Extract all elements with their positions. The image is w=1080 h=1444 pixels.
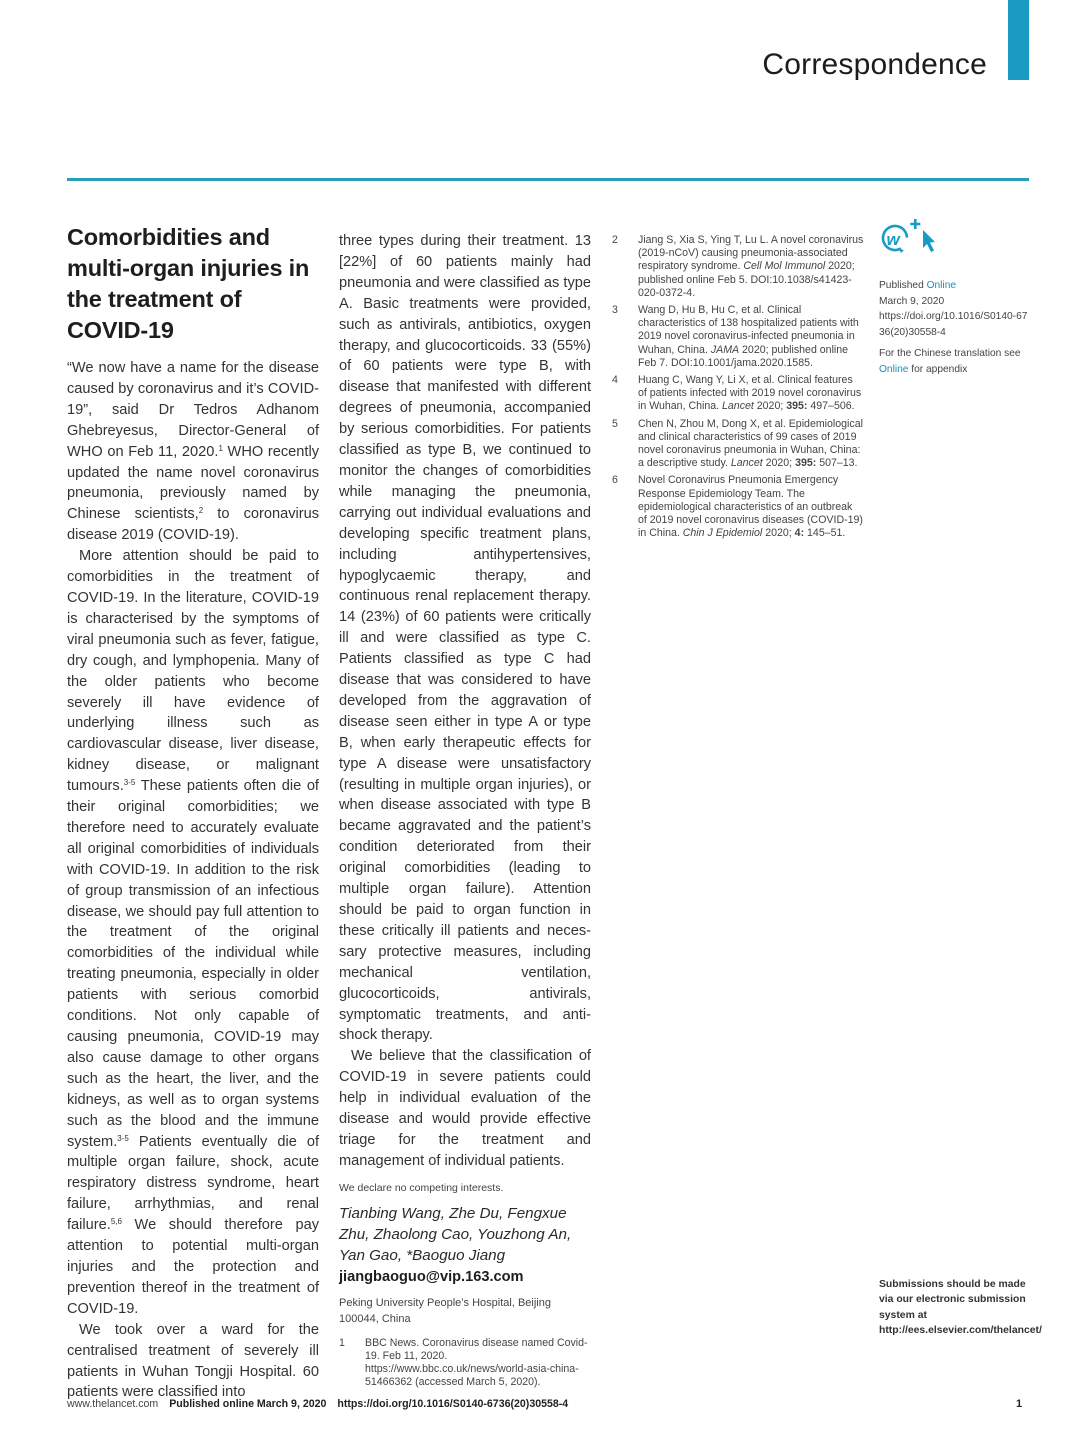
footer-site[interactable]: www.thelancet.com <box>67 1398 159 1410</box>
citation[interactable]: 3-5 <box>117 1133 129 1143</box>
article-body-col1 <box>67 358 319 1403</box>
corresponding-email[interactable]: jiangbaoguo@vip.163.com <box>339 1268 524 1285</box>
paragraph-1: “We now have a name for the disease caused by coronavirus and it’s COVID-19”, said Dr Tedros Adhanom Ghebreyesus, Director-General of WHO on Feb 11, 2020.$^1$ WHO recently updated the name novel coronavirus pneumonia, previously named by Chinese scientists,$^2$ to coronavirus disease 2019 (COVID-19). <box>67 360 320 544</box>
section-title: Correspondence <box>762 48 987 81</box>
reference-list-part2 <box>612 234 864 544</box>
publication-info: Published Online March 9, 2020 https://doi.org/10.1016/S0140-6736(20)30558-4 <box>879 278 1029 340</box>
sidebar <box>879 216 1029 378</box>
reference-item: 4 Huang C, Wang Y, Li X, et al. Clinical features of patients infected with 2019 novel coronavirus in Wuhan, China. Lancet 2020; 395: 497–506. <box>612 374 862 413</box>
footer-published: Published online March 9, 2020 <box>169 1398 327 1410</box>
reference-item: 5 Chen N, Zhou M, Dong X, et al. Epidemiological and clinical characteristics of 99 cases of 2019 novel coronavirus pneumonia in Wuhan, China: a descriptive study. Lancet 2020; 395: 507–13. <box>612 417 863 470</box>
affiliation: Peking University People’s Hospital, Beijing 100044, China <box>339 1296 551 1325</box>
web-extra-icon[interactable] <box>879 216 939 256</box>
footer-doi[interactable]: https://doi.org/10.1016/S0140-6736(20)30558-4 <box>337 1398 569 1410</box>
translation-note: For the Chinese translation see Online for appendix <box>879 348 1021 375</box>
article-title: Comorbidities and multi-organ injuries in the treatment of COVID-19 <box>67 224 310 343</box>
citation[interactable]: 5,6 <box>110 1217 122 1227</box>
column-1 <box>67 222 319 1403</box>
paragraph-2: More attention should be paid to comorbidities in the treatment of COVID-19. In the literature, COVID-19 is characterised by the symptoms of viral pneumonia such as fever, fatigue, dry cough, and lymphopenia. Many of the older patients who become severely ill have evidence of underlying illness such as cardiovascular disease, liver disease, kidney disease, or malignant tumours.$^{3-5}$ These patients often die of their original comorbidities; we therefore need to accurately evaluate all original comorbidities of individuals with COVID-19. In addition to the risk of group transmission of an infectious disease, we should pay full attention to the treatment of the original comorbidities of the individual while treating pneumonia, especially in older patients with serious comorbid conditions. Not only capable of causing pneumonia, COVID-19 may also cause damage to other organs such as the heart, the liver, and the kidneys, as well as to organ systems such as the blood and the immune system.$^{3-5}$ Patients eventually die of multiple organ failure, shock, acute respiratory distress syndrome, heart failure, arrhythmias, and renal failure.$^{5,6}$ We should therefore pay attention to potential multi-organ injuries and the protection and prevention thereof in the treatment of COVID-19. <box>67 548 319 1317</box>
reference-item: 6 Novel Coronavirus Pneumonia Emergency Response Epidemiology Team. The epidemiological characteristics of an outbreak of 2019 novel coronavirus diseases (COVID-19) in China. Chin J Epidemiol 2020; 4: 145–51. <box>612 474 863 540</box>
author-list: Tianbing Wang, Zhe Du, Fengxue Zhu, Zhaolong Cao, Youzhong An, Yan Gao, *Baoguo Jiang <box>339 1204 572 1264</box>
header-rule <box>67 178 1029 181</box>
publication-date: March 9, 2020 <box>879 295 945 307</box>
submission-note: Submissions should be made via our electronic submission system at http://ees.elsevier.com/thelancet/ <box>879 1279 1042 1337</box>
reference-item: 2 Jiang S, Xia S, Ying T, Lu L. A novel coronavirus (2019-nCoV) causing pneumonia-associated respiratory syndrome. Cell Mol Immunol 2020; published online Feb 5. DOI:10.1038/s41423-020-0372-4. <box>612 234 864 299</box>
page-number: 1 <box>1016 1398 1023 1410</box>
reference-item: 3 Wang D, Hu B, Hu C, et al. Clinical characteristics of 138 hospitalized patients with 2019 novel coronavirus-infected pneumonia in Wuhan, China. JAMA 2020; published online Feb 7. DOI:10.1001/jama.2020.1585. <box>612 304 859 369</box>
paragraph-4: We believe that the classification of COVID-19 in severe patients could help in individual evaluation of the disease and would provide effective triage for the treatment and management of individual patients. <box>339 1048 591 1169</box>
citation[interactable]: 1 <box>218 443 223 453</box>
paragraph-3-cont: three types during their treatment. 13 [22%] of 60 patients mainly had pneumonia and were classified as type A. Basic treatments were provided, such as antivirals, antibiotics, oxygen therapy, and glucocorticoids. 33 (55%) of 60 patients were type B, with disease that manifested with different degrees of pneumonia, accompanied by serious comorbidities. For patients classified as type B, we continued to monitor the changes of comorbidities while managing the pneumonia, carrying out individual evaluations and developing specific treatment plans, including antihypertensives, hypoglycaemic therapy, and continuous renal replacement therapy. 14 (23%) of 60 patients were critically ill and were classified as type C. Patients classified as type C had disease that was considered to have developed from the aggravation of disease seen either in type A or type B, when early therapeutic effects for type A disease were unsatisfactory (resulting in multiple organ injuries), or when disease associated with type B became aggravated and the patient’s condition deteriorated from their original comorbidities (leading to multiple organ failure). Attention should be paid to organ function in these critically ill patients and necessary protective measures, including mechanical ventilation, glucocorticoids, antivirals, symptomatic treatments, and anti-shock therapy. <box>339 233 591 1044</box>
page-footer <box>67 1398 576 1410</box>
competing-interests: We declare no competing interests. <box>339 1181 504 1194</box>
appendix-online-link[interactable]: Online <box>879 363 909 375</box>
paragraph-3-start: We took over a ward for the centralised treatment of severely ill patients in Wuhan Tongji Hospital. 60 patients were classified into <box>67 1321 319 1401</box>
citation[interactable]: 2 <box>198 506 204 516</box>
svg-text:w: w <box>886 230 900 249</box>
citation[interactable]: 3-5 <box>123 778 136 788</box>
online-link[interactable]: Online <box>926 280 957 291</box>
doi-link[interactable]: https://doi.org/10.1016/S0140-6736(20)30558-4 <box>879 311 1028 338</box>
column-2 <box>339 231 591 1394</box>
article-body-col2 <box>339 231 591 1172</box>
section-tab <box>1008 0 1029 80</box>
reference-list-part1 <box>339 1337 591 1390</box>
reference-item: 1 BBC News. Coronavirus disease named Covid-19. Feb 11, 2020. https://www.bbc.co.uk/news/world-asia-china-51466362 (accessed March 5, 2020). <box>339 1336 588 1389</box>
